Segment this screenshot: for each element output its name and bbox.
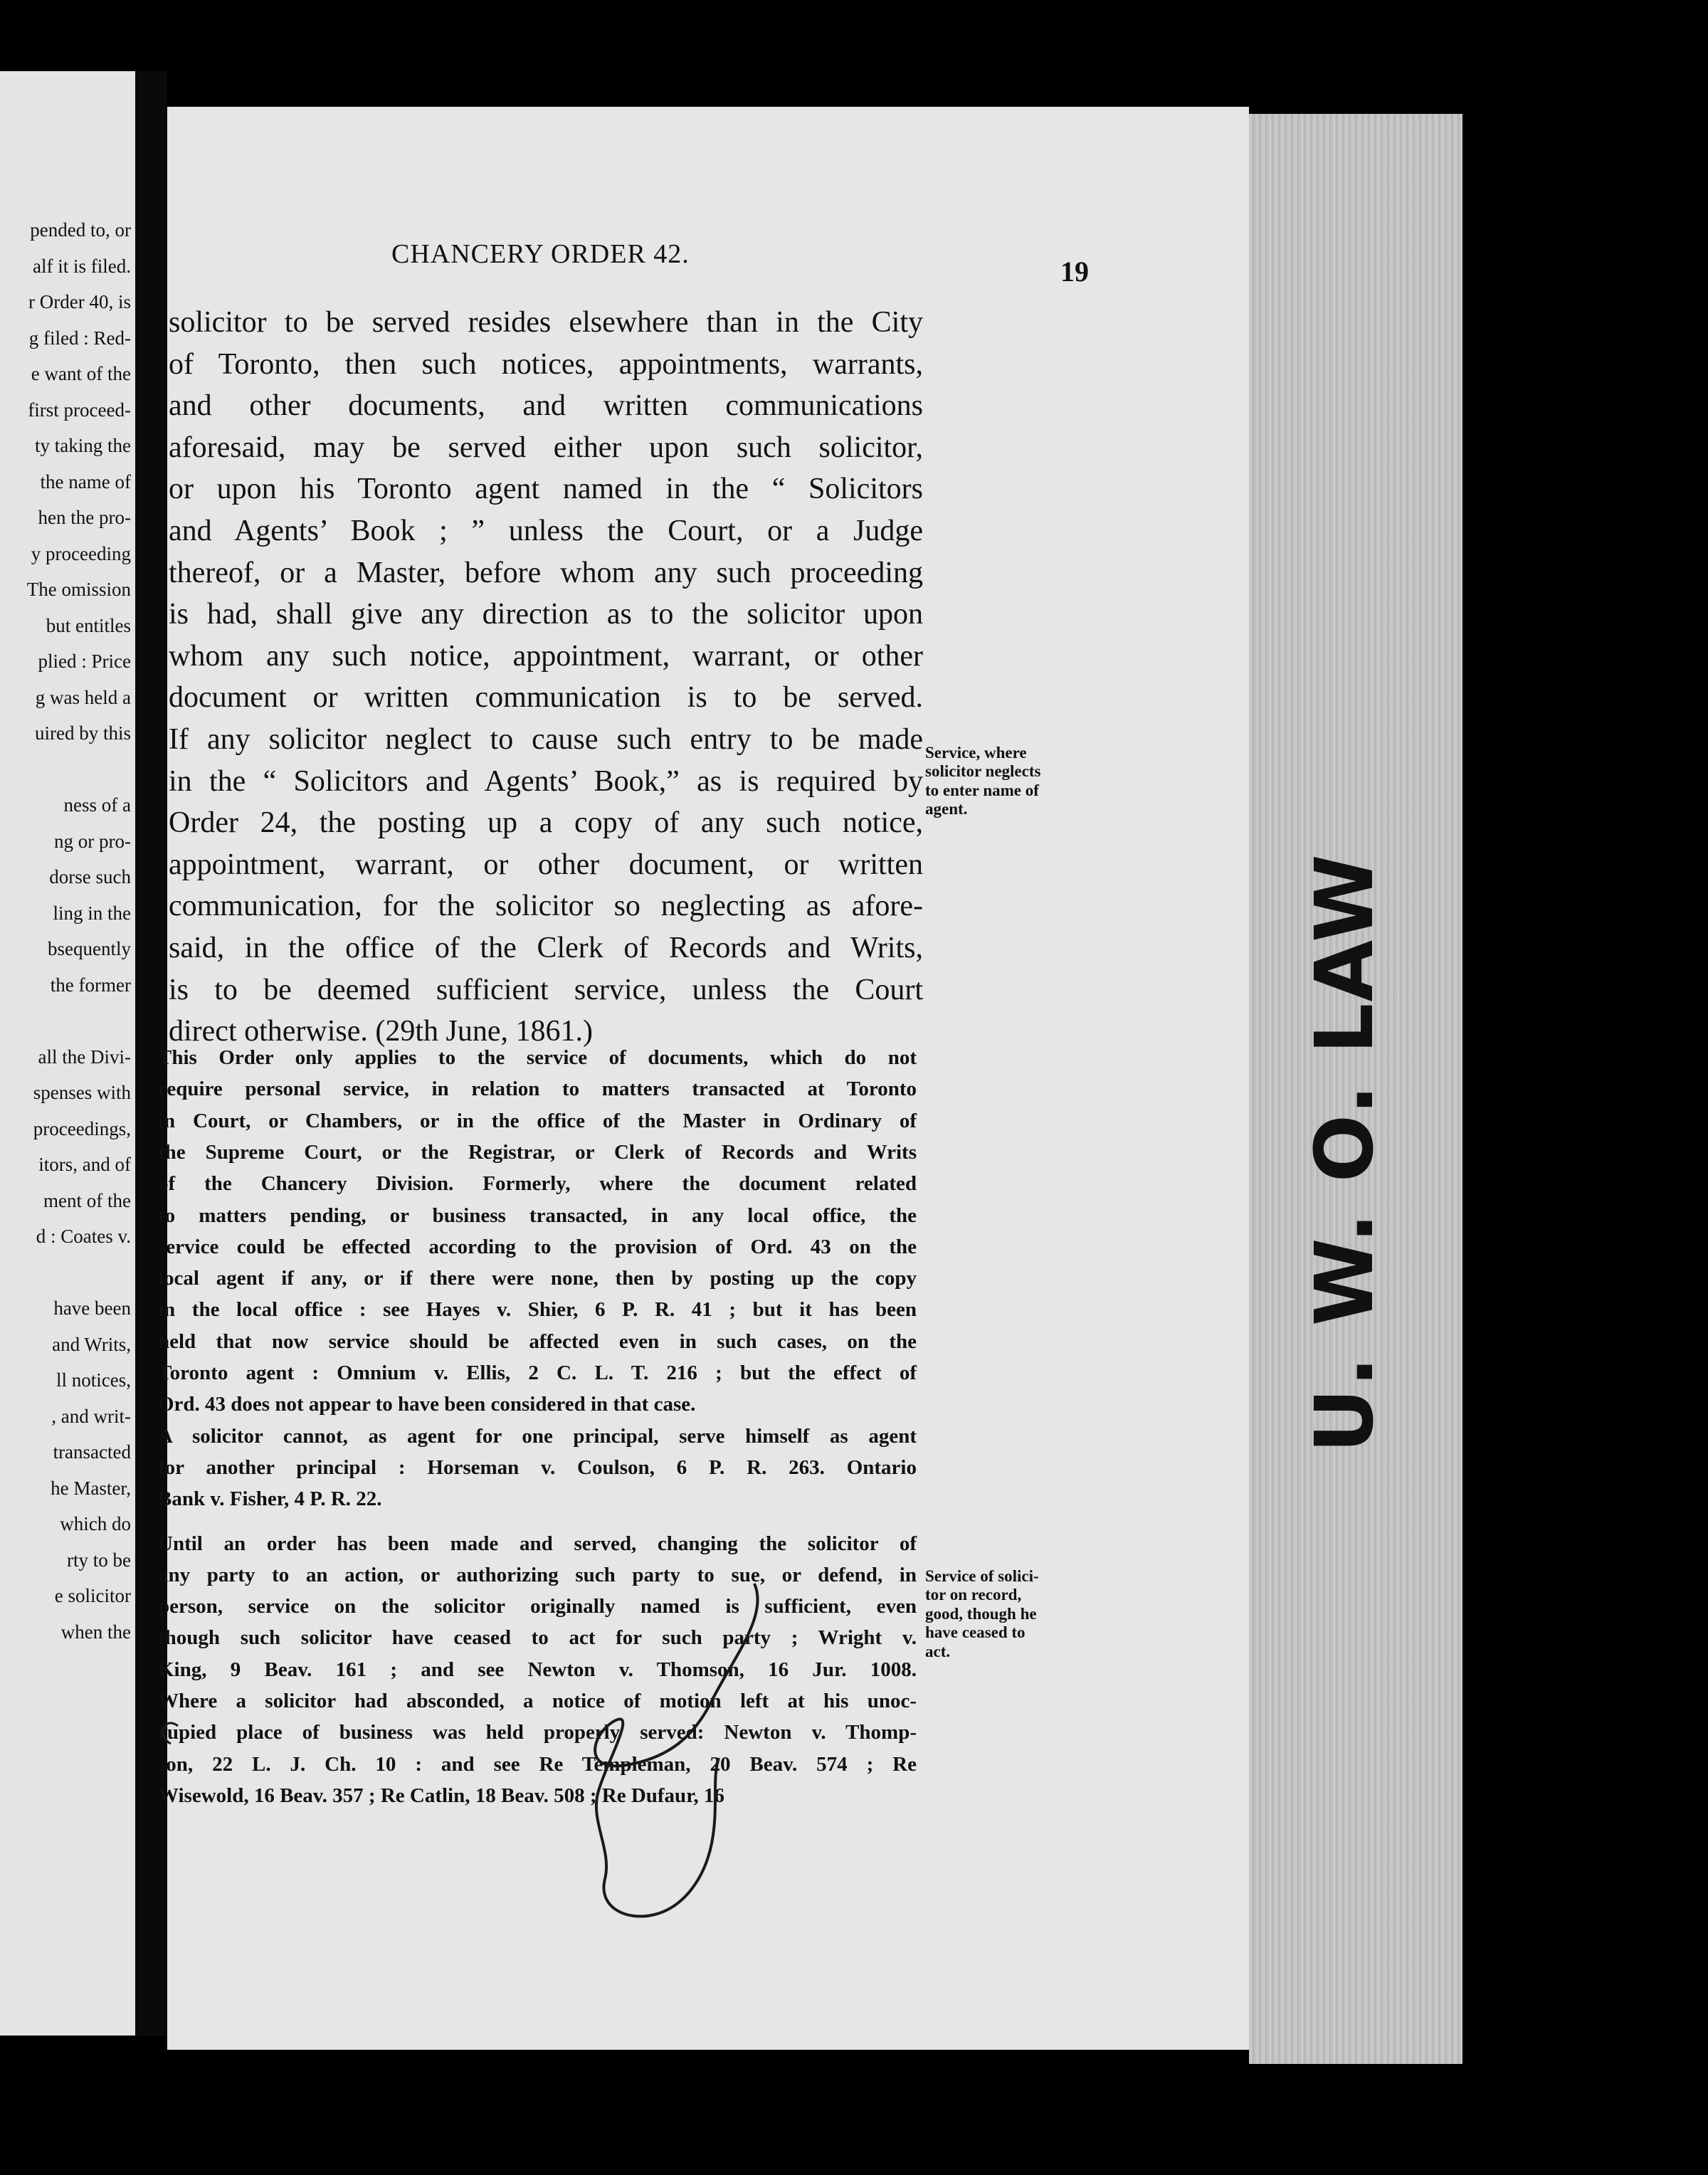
- commentary-line: cupied place of business was held properly served: Newton v. Thomp-: [158, 1721, 917, 1744]
- body-line: If any solicitor neglect to cause such entry to be made: [169, 723, 923, 756]
- commentary-line: son, 22 L. J. Ch. 10 : and see Re Templeman, 20 Beav. 574 ; Re: [158, 1752, 917, 1776]
- library-stamp: U. W. O. LAW: [1299, 853, 1391, 1453]
- facing-page-line: ment of the: [43, 1189, 131, 1211]
- body-line: appointment, warrant, or other document, or written: [169, 848, 923, 881]
- commentary-line: Bank v. Fisher, 4 P. R. 22.: [158, 1487, 382, 1511]
- commentary-line: to matters pending, or business transacted, in any local office, the: [158, 1204, 917, 1227]
- commentary-line: Toronto agent : Omnium v. Ellis, 2 C. L. T. 216 ; but the effect of: [158, 1362, 917, 1384]
- facing-page-line: when the: [60, 1621, 131, 1643]
- facing-page-line: alf it is filed.: [33, 255, 131, 277]
- facing-page-line: first proceed-: [28, 399, 131, 421]
- commentary-line: This Order only applies to the service of documents, which do not: [158, 1046, 917, 1069]
- commentary-line: service could be effected according to the provision of Ord. 43 on the: [158, 1235, 917, 1258]
- commentary-line: King, 9 Beav. 161 ; and see Newton v. Thomson, 16 Jur. 1008.: [158, 1658, 917, 1681]
- body-line: said, in the office of the Clerk of Records and Writs,: [169, 932, 923, 964]
- body-line: communication, for the solicitor so neglecting as afore-: [169, 890, 923, 923]
- facing-page-line: and Writs,: [52, 1333, 131, 1355]
- facing-page-line: the name of: [40, 470, 131, 493]
- facing-page-line: ll notices,: [56, 1369, 131, 1391]
- commentary-line: Ord. 43 does not appear to have been considered in that case.: [158, 1393, 696, 1416]
- commentary-line: A solicitor cannot, as agent for one principal, serve himself as agent: [158, 1424, 917, 1448]
- facing-page-line: d : Coates v.: [36, 1226, 131, 1247]
- body-line: is had, shall give any direction as to the solicitor upon: [169, 598, 923, 631]
- commentary-line: Wisewold, 16 Beav. 357 ; Re Catlin, 18 Beav. 508 ; Re Dufaur, 16: [158, 1784, 724, 1807]
- facing-page-line: which do: [60, 1513, 131, 1534]
- running-header: CHANCERY ORDER 42.: [391, 239, 690, 269]
- margin-note-line: have ceased to: [925, 1623, 1026, 1642]
- facing-page-line: all the Divi-: [38, 1046, 131, 1068]
- margin-note-service-where: [925, 744, 1040, 819]
- body-line: and Agents’ Book ; ” unless the Court, or a Judge: [169, 515, 923, 547]
- commentary-line: the Supreme Court, or the Registrar, or Clerk of Records and Writs: [158, 1140, 917, 1164]
- body-line: or upon his Toronto agent named in the “ Solicitors: [169, 473, 923, 506]
- commentary-line: Where a solicitor had absconded, a notice of motion left at his unoc-: [158, 1690, 917, 1712]
- facing-page-line: dorse such: [49, 866, 131, 888]
- body-line: solicitor to be served resides elsewhere than in the City: [169, 306, 923, 339]
- body-line: of Toronto, then such notices, appointments, warrants,: [169, 347, 923, 381]
- facing-page-line: proceedings,: [33, 1117, 131, 1139]
- facing-page-line: e want of the: [31, 363, 131, 384]
- body-line: Order 24, the posting up a copy of any such notice,: [169, 806, 923, 840]
- facing-page-line: r Order 40, is: [28, 291, 131, 312]
- body-line: document or written communication is to be served.: [169, 681, 923, 715]
- body-line: direct otherwise. (29th June, 1861.): [169, 1015, 594, 1048]
- facing-page-line: but entitles: [46, 614, 131, 636]
- facing-page-line: , and writ-: [51, 1405, 131, 1427]
- facing-page-line: The omission: [26, 579, 131, 600]
- body-line: whom any such notice, appointment, warrant, or other: [169, 639, 923, 673]
- margin-note-line: Service, where: [925, 744, 1027, 762]
- body-line: is to be deemed sufficient service, unless the Court: [169, 973, 923, 1006]
- facing-page-line: rty to be: [67, 1549, 131, 1571]
- commentary-line: for another principal : Horseman v. Coulson, 6 P. R. 263. Ontario: [158, 1455, 917, 1479]
- commentary-line: though such solicitor have ceased to act for such party ; Wright v.: [158, 1626, 917, 1650]
- margin-note-line: tor on record,: [925, 1586, 1022, 1604]
- facing-page-line: bsequently: [48, 938, 131, 959]
- commentary-line: local agent if any, or if there were none, then by posting up the copy: [158, 1267, 917, 1290]
- commentary-line: require personal service, in relation to matters transacted at Toronto: [158, 1078, 917, 1101]
- facing-page-line: ling in the: [53, 902, 131, 924]
- commentary-line: of the Chancery Division. Formerly, where the document related: [158, 1172, 917, 1196]
- facing-page-line: pended to, or: [30, 219, 131, 241]
- margin-note-line: Service of solici-: [925, 1567, 1039, 1585]
- margin-note-line: agent.: [925, 800, 968, 818]
- margin-note-line: good, though he: [925, 1604, 1037, 1623]
- facing-page-line: ng or pro-: [54, 830, 131, 852]
- commentary-line: person, service on the solicitor originally named is sufficient, even: [158, 1595, 917, 1618]
- body-line: thereof, or a Master, before whom any such proceeding: [169, 556, 923, 589]
- facing-page-line: ty taking the: [35, 435, 131, 456]
- facing-page-line: spenses with: [33, 1082, 131, 1103]
- facing-page-line: he Master,: [51, 1477, 131, 1499]
- body-line: aforesaid, may be served either upon such solicitor,: [169, 431, 923, 464]
- facing-page-line: g filed : Red-: [28, 327, 131, 349]
- commentary-line: held that now service should be affected even in such cases, on the: [158, 1329, 917, 1353]
- facing-page-line: uired by this: [35, 722, 131, 744]
- facing-page-line: itors, and of: [38, 1154, 131, 1175]
- facing-page-line: g was held a: [35, 686, 131, 708]
- facing-page-line: y proceeding: [31, 542, 131, 564]
- facing-page-line: e solicitor: [54, 1585, 131, 1606]
- facing-page-line: hen the pro-: [38, 507, 131, 528]
- body-line: and other documents, and written communications: [169, 389, 923, 423]
- facing-page-line: the former: [50, 974, 131, 996]
- margin-note-service-of-solicitor: [925, 1567, 1039, 1661]
- margin-note-line: solicitor neglects: [925, 762, 1041, 781]
- margin-note-line: act.: [925, 1642, 951, 1660]
- commentary-line: in Court, or Chambers, or in the office of the Master in Ordinary of: [158, 1109, 917, 1132]
- facing-page-line: transacted: [53, 1441, 131, 1463]
- commentary-line: any party to an action, or authorizing such party to sue, or defend, in: [158, 1563, 917, 1586]
- facing-page-line: have been: [53, 1297, 131, 1319]
- facing-page-line: ness of a: [63, 794, 131, 816]
- body-line: in the “ Solicitors and Agents’ Book,” as is required by: [169, 764, 923, 798]
- commentary-line: in the local office : see Hayes v. Shier, 6 P. R. 41 ; but it has been: [158, 1298, 917, 1322]
- margin-note-line: to enter name of: [925, 781, 1039, 799]
- facing-page-line: plied : Price: [38, 651, 131, 672]
- page-number: 19: [1060, 256, 1089, 288]
- commentary-line: Until an order has been made and served, changing the solicitor of: [158, 1532, 917, 1555]
- facing-page-fragment: [0, 71, 135, 2036]
